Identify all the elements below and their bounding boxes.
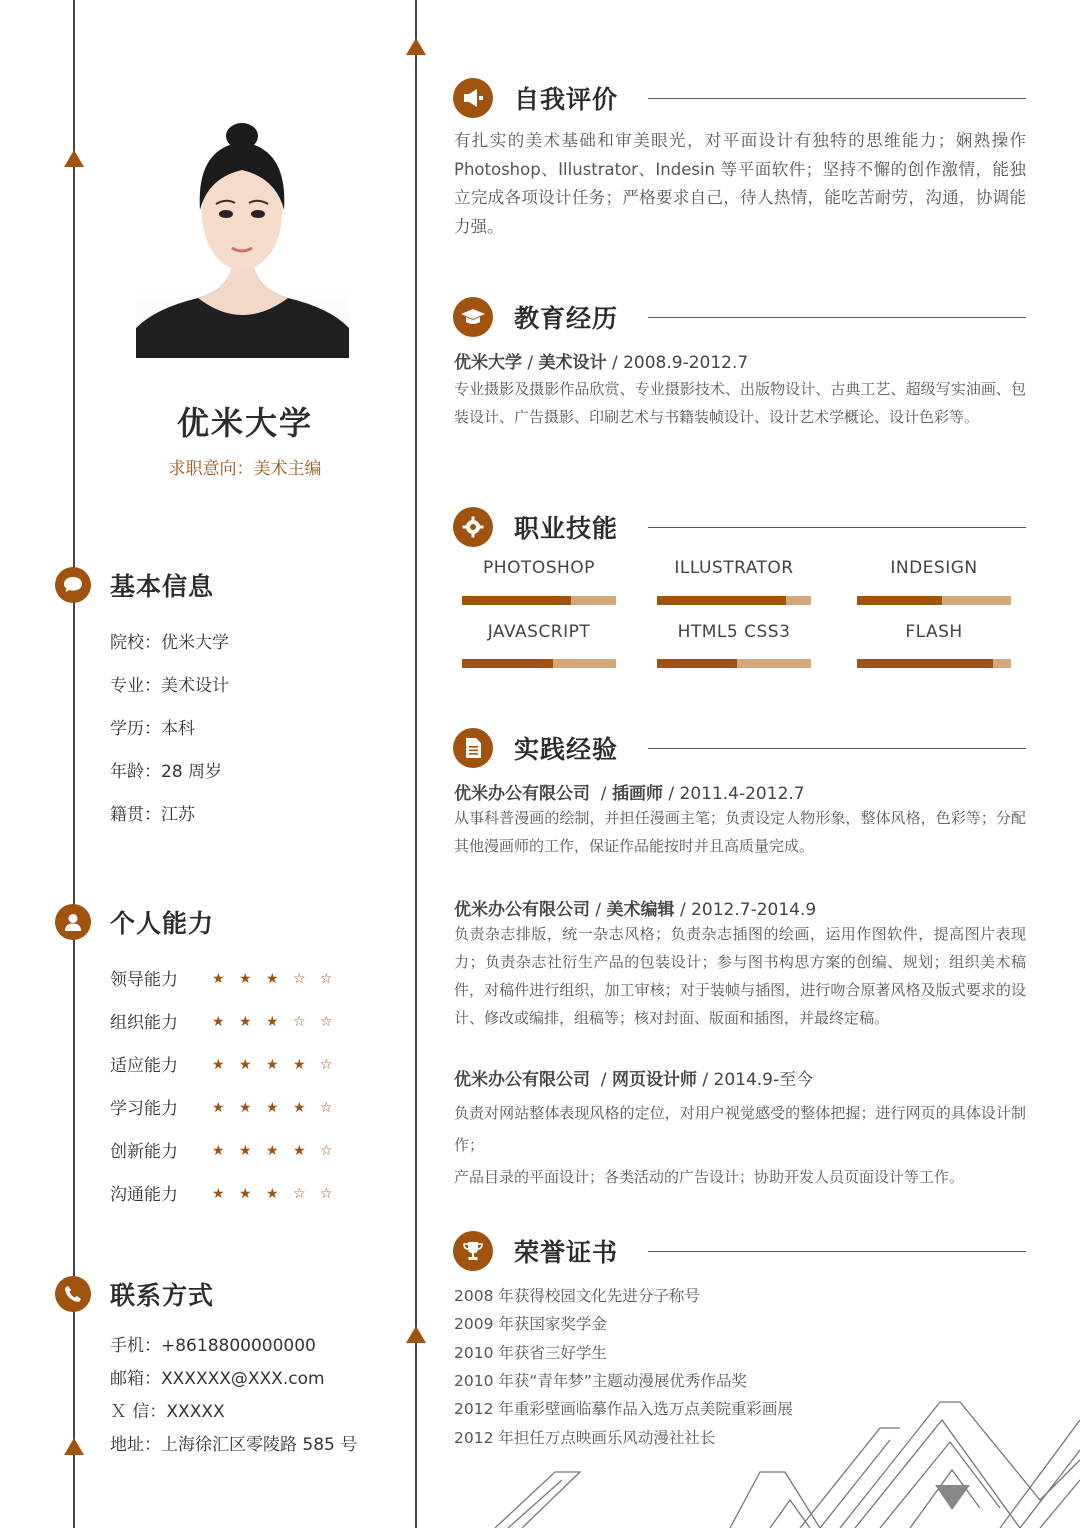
skill-level-fill <box>462 596 571 605</box>
candidate-name: 优米大学 <box>176 404 313 442</box>
course-list: 专业摄影及摄影作品欣赏、专业摄影技术、出版物设计、古典工艺、超级写实油画、包装设计、广告摄影、印刷艺术与书籍装帧设计、设计艺术学概论、设计色彩等。 <box>454 380 1026 426</box>
basic-info-row: 年龄：28 周岁 <box>110 762 223 782</box>
job-summary: 优米办公有限公司 / 美术编辑 / 2012.7-2014.9 <box>454 900 817 920</box>
job-role: 美术编辑 <box>606 900 675 920</box>
star-rating <box>212 1054 347 1074</box>
star-filled-icon: ★ <box>239 1056 252 1073</box>
company-name: 优米办公有限公司 <box>454 1070 590 1090</box>
ability-label: 沟通能力 <box>110 1185 178 1205</box>
basic-info-row: 专业：美术设计 <box>110 676 229 696</box>
profile-photo <box>136 118 349 358</box>
education-header <box>453 295 618 339</box>
ability-row <box>110 1051 347 1076</box>
skill-level-bar <box>857 596 1011 605</box>
contact-row: 手机：+8618800000000 <box>110 1336 316 1356</box>
job-role: 插画师 <box>611 784 663 804</box>
star-filled-icon: ★ <box>266 1056 279 1073</box>
star-empty-icon: ☆ <box>293 970 306 987</box>
honor-item: 2010 年获“青年梦”主题动漫展优秀作品奖 <box>454 1371 747 1390</box>
company-name: 优米办公有限公司 <box>454 900 590 920</box>
ability-label: 创新能力 <box>110 1142 178 1162</box>
timeline-marker <box>64 1438 84 1455</box>
job-description: 负责杂志排版，统一杂志风格；负责杂志插图的绘画，运用作图软件，提高图片表现力；负责杂志社衍生产品的包装设计；参与图书构思方案的创编、规划；组织美术稿件，对稿件进行组织，加工审核；对于装帧与插图，进行吻合原著风格及版式要求的设计、修改或编排，组稿等；核对封面、版面和插图，并最终定稿。 <box>454 925 1026 1027</box>
self-eval-header <box>453 76 618 120</box>
skill-level-fill <box>857 659 993 668</box>
job-period: 2011.4-2012.7 <box>679 784 805 804</box>
star-empty-icon: ☆ <box>293 1185 306 1202</box>
education-period: 2008.9-2012.7 <box>623 353 749 373</box>
job-period: 2014.9-至今 <box>713 1070 814 1090</box>
star-filled-icon: ★ <box>239 1013 252 1030</box>
section-title: 荣誉证书 <box>514 1238 619 1267</box>
job-intent: 求职意向：美术主编 <box>168 459 322 479</box>
star-filled-icon: ★ <box>266 1185 279 1202</box>
section-rule <box>648 98 1026 99</box>
chat-bubble-icon <box>55 567 91 603</box>
skill-level-bar <box>657 596 811 605</box>
star-empty-icon: ☆ <box>320 1185 333 1202</box>
major-name: 美术设计 <box>538 353 607 373</box>
skill-name: PHOTOSHOP <box>483 558 595 578</box>
trophy-icon <box>453 1231 493 1271</box>
basic-info-row: 院校：优米大学 <box>110 633 229 653</box>
star-filled-icon: ★ <box>266 970 279 987</box>
contact-row: Ｘ 信：XXXXX <box>110 1402 225 1422</box>
contact-row: 地址：上海徐汇区零陵路 585 号 <box>110 1435 358 1455</box>
honor-item: 2012 年重彩壁画临摹作品入选万点美院重彩画展 <box>454 1400 793 1419</box>
basic-info-header <box>55 565 214 605</box>
section-title: 自我评价 <box>514 85 619 114</box>
star-filled-icon: ★ <box>293 1056 306 1073</box>
ability-row <box>110 1008 347 1033</box>
section-rule <box>648 1251 1026 1252</box>
ability-label: 领导能力 <box>110 970 178 990</box>
star-filled-icon: ★ <box>239 1099 252 1116</box>
section-title: 实践经验 <box>514 735 619 764</box>
ability-row <box>110 1180 347 1205</box>
star-filled-icon: ★ <box>212 1185 225 1202</box>
document-icon <box>453 728 493 768</box>
self-eval-text: 有扎实的美术基础和审美眼光，对平面设计有独特的思维能力；娴熟操作 Photoshop、Illustrator、Indesin 等平面软件；坚持不懈的创作激情，能独立完成各项设计任务；严格要求自己，待人热情，能吃苦耐劳，沟通，协调能力强。 <box>454 131 1026 236</box>
job-summary: 优米办公有限公司 / 插画师 / 2011.4-2012.7 <box>454 784 805 804</box>
basic-info-row: 学历：本科 <box>110 719 195 739</box>
center-timeline <box>415 0 417 1528</box>
contact-row: 邮箱：XXXXXX@XXX.com <box>110 1369 325 1389</box>
star-rating <box>212 1011 347 1031</box>
honor-item: 2010 年获省三好学生 <box>454 1343 607 1362</box>
skills-header <box>453 505 618 549</box>
basic-info-row: 籍贯：江苏 <box>110 805 195 825</box>
star-filled-icon: ★ <box>293 1142 306 1159</box>
ability-row <box>110 1137 347 1162</box>
star-filled-icon: ★ <box>239 970 252 987</box>
job-description: 从事科普漫画的绘制，并担任漫画主笔；负责设定人物形象，整体风格，色彩等；分配其他漫画师的工作，保证作品能按时并且高质量完成。 <box>454 809 1026 855</box>
skill-level-bar <box>462 659 616 668</box>
skill-level-bar <box>657 659 811 668</box>
practice-header <box>453 726 618 770</box>
star-rating <box>212 968 347 988</box>
star-rating <box>212 1097 347 1117</box>
star-filled-icon: ★ <box>212 970 225 987</box>
gear-icon <box>453 507 493 547</box>
abilities-header <box>55 902 214 942</box>
megaphone-icon <box>453 78 493 118</box>
star-filled-icon: ★ <box>212 1099 225 1116</box>
star-empty-icon: ☆ <box>320 970 333 987</box>
skill-level-fill <box>857 596 942 605</box>
job-role: 网页设计师 <box>611 1070 697 1090</box>
star-rating <box>212 1140 347 1160</box>
star-empty-icon: ☆ <box>320 1142 333 1159</box>
ability-label: 学习能力 <box>110 1099 178 1119</box>
section-title: 职业技能 <box>514 514 619 543</box>
star-filled-icon: ★ <box>266 1099 279 1116</box>
ability-label: 组织能力 <box>110 1013 178 1033</box>
star-filled-icon: ★ <box>212 1142 225 1159</box>
skill-name: HTML5 CSS3 <box>677 622 791 642</box>
skill-level-fill <box>657 596 786 605</box>
ability-row <box>110 1094 347 1119</box>
skill-level-bar <box>857 659 1011 668</box>
honor-item: 2009 年获国家奖学金 <box>454 1315 607 1334</box>
section-rule <box>648 748 1026 749</box>
star-filled-icon: ★ <box>239 1185 252 1202</box>
timeline-marker <box>406 38 426 55</box>
phone-icon <box>55 1276 91 1312</box>
star-filled-icon: ★ <box>212 1056 225 1073</box>
honors-header <box>453 1229 618 1273</box>
star-empty-icon: ☆ <box>320 1013 333 1030</box>
section-rule <box>648 317 1026 318</box>
star-rating <box>212 1183 347 1203</box>
job-summary: 优米办公有限公司 / 网页设计师 / 2014.9-至今 <box>454 1070 814 1090</box>
decorative-pattern <box>480 1390 1080 1528</box>
star-empty-icon: ☆ <box>293 1013 306 1030</box>
job-period: 2012.7-2014.9 <box>691 900 817 920</box>
star-filled-icon: ★ <box>266 1013 279 1030</box>
ability-label: 适应能力 <box>110 1056 178 1076</box>
honor-item: 2012 年担任万点映画乐风动漫社社长 <box>454 1428 716 1447</box>
school-name: 优米大学 <box>454 353 522 373</box>
user-icon <box>55 904 91 940</box>
timeline-marker <box>64 150 84 167</box>
section-title: 教育经历 <box>514 304 619 333</box>
contact-header <box>55 1274 214 1314</box>
skill-name: ILLUSTRATOR <box>674 558 794 578</box>
company-name: 优米办公有限公司 <box>454 784 590 804</box>
job-description: 产品目录的平面设计；各类活动的广告设计；协助开发人员页面设计等工作。 <box>454 1168 965 1186</box>
skill-level-fill <box>462 659 553 668</box>
skill-level-fill <box>657 659 737 668</box>
skill-name: FLASH <box>905 622 963 642</box>
star-filled-icon: ★ <box>239 1142 252 1159</box>
job-description: 负责对网站整体表现风格的定位，对用户视觉感受的整体把握；进行网页的具体设计制作； <box>454 1104 1026 1154</box>
section-rule <box>648 527 1026 528</box>
skill-level-bar <box>462 596 616 605</box>
star-empty-icon: ☆ <box>320 1099 333 1116</box>
section-title: 基本信息 <box>110 572 215 601</box>
ability-row <box>110 965 347 990</box>
star-filled-icon: ★ <box>212 1013 225 1030</box>
section-title: 个人能力 <box>110 909 215 938</box>
star-filled-icon: ★ <box>293 1099 306 1116</box>
section-title: 联系方式 <box>110 1281 215 1310</box>
education-summary: 优米大学 / 美术设计 / 2008.9-2012.7 <box>454 353 749 373</box>
timeline-marker <box>406 1326 426 1343</box>
star-filled-icon: ★ <box>266 1142 279 1159</box>
skill-name: JAVASCRIPT <box>487 622 591 642</box>
skill-name: INDESIGN <box>890 558 978 578</box>
graduation-cap-icon <box>453 297 493 337</box>
star-empty-icon: ☆ <box>320 1056 333 1073</box>
honor-item: 2008 年获得校园文化先进分子称号 <box>454 1287 700 1305</box>
